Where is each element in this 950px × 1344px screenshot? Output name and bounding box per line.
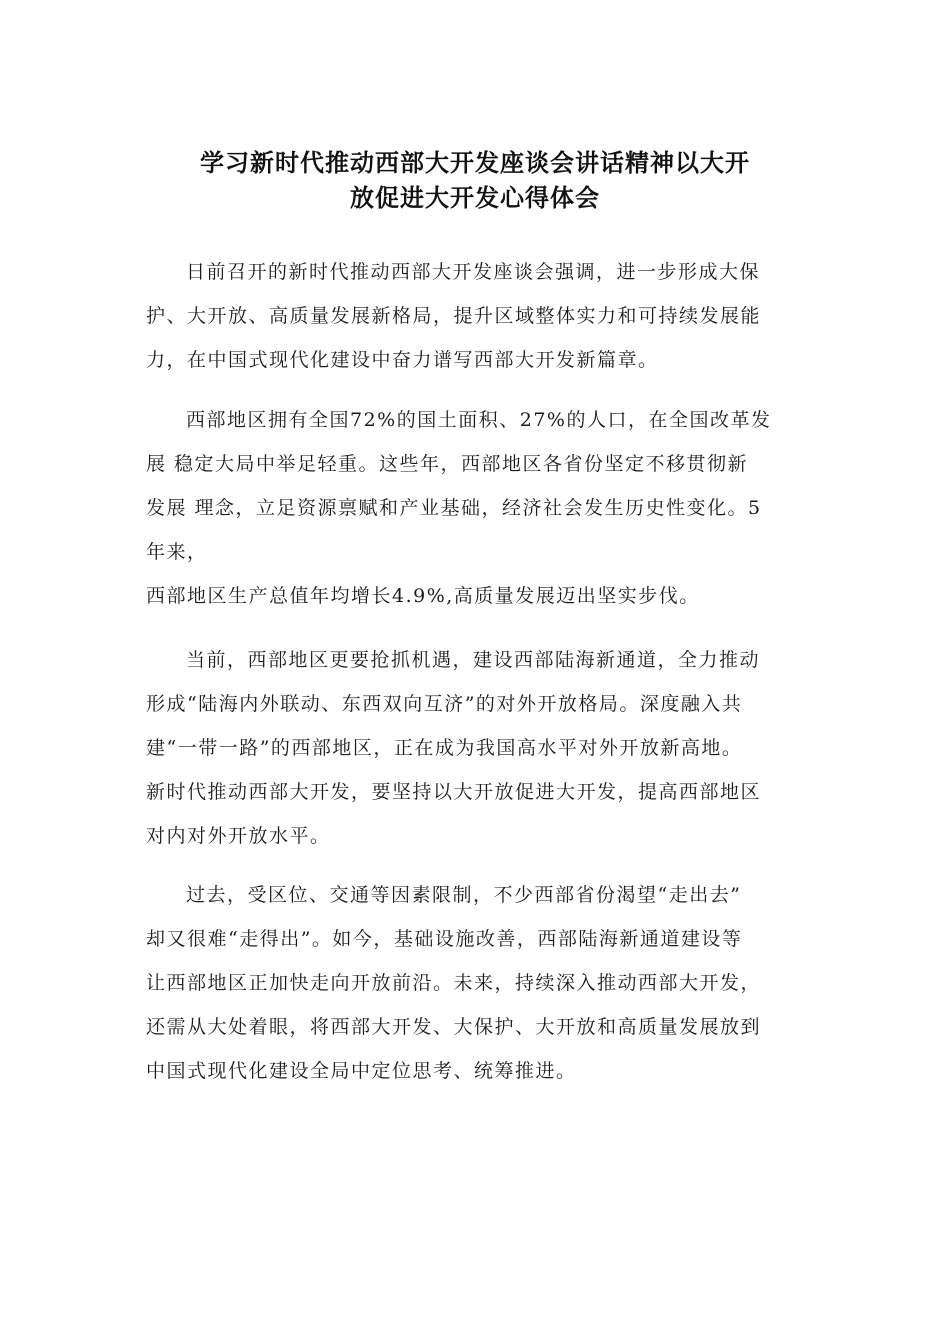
title-line: 放促进大开发心得体会 xyxy=(350,184,600,212)
paragraph-line: 对内对外开放水平。 xyxy=(146,825,331,847)
paragraph-line: 西部地区生产总值年均增长4.9%,高质量发展迈出坚实步伐。 xyxy=(146,585,700,607)
paragraph-4 xyxy=(146,873,818,1093)
paragraph-line: 发展 理念，立足资源禀赋和产业基础，经济社会发生历史性变化。5 xyxy=(146,497,762,519)
paragraph-line: 展 稳定大局中举足轻重。这些年，西部地区各省份坚定不移贯彻新 xyxy=(146,453,749,475)
paragraph-line: 护、大开放、高质量发展新格局，提升区域整体实力和可持续发展能 xyxy=(146,305,762,327)
paragraph-3 xyxy=(146,638,818,858)
paragraph-2 xyxy=(146,398,818,618)
paragraph-line: 形成“陆海内外联动、东西双向互济”的对外开放格局。深度融入共 xyxy=(146,693,743,715)
paragraph-1 xyxy=(146,250,818,382)
paragraph-line: 年来， xyxy=(146,541,208,563)
paragraph-line: 西部地区拥有全国72%的国土面积、27%的人口，在全国改革发 xyxy=(186,409,772,431)
paragraph-line: 还需从大处着眼，将西部大开发、大保护、大开放和高质量发展放到 xyxy=(146,1016,762,1038)
paragraph-line: 新时代推动西部大开发，要坚持以大开放促进大开发，提高西部地区 xyxy=(146,781,762,803)
paragraph-line: 建“一带一路”的西部地区，正在成为我国高水平对外开放新高地。 xyxy=(146,737,743,759)
paragraph-line: 却又很难“走得出”。如今，基础设施改善，西部陆海新通道建设等 xyxy=(146,928,743,950)
title-line: 学习新时代推动西部大开发座谈会讲话精神以大开 xyxy=(200,149,750,177)
paragraph-line: 力，在中国式现代化建设中奋力谱写西部大开发新篇章。 xyxy=(146,349,659,371)
paragraph-line: 日前召开的新时代推动西部大开发座谈会强调，进一步形成大保 xyxy=(186,261,761,283)
paragraph-line: 让西部地区正加快走向开放前沿。未来，持续深入推动西部大开发， xyxy=(146,972,762,994)
document-title xyxy=(140,146,810,216)
paragraph-line: 过去，受区位、交通等因素限制，不少西部省份渴望“走出去” xyxy=(186,884,742,906)
paragraph-line: 当前，西部地区更要抢抓机遇，建设西部陆海新通道，全力推动 xyxy=(186,649,761,671)
paragraph-line: 中国式现代化建设全局中定位思考、统筹推进。 xyxy=(146,1060,577,1082)
